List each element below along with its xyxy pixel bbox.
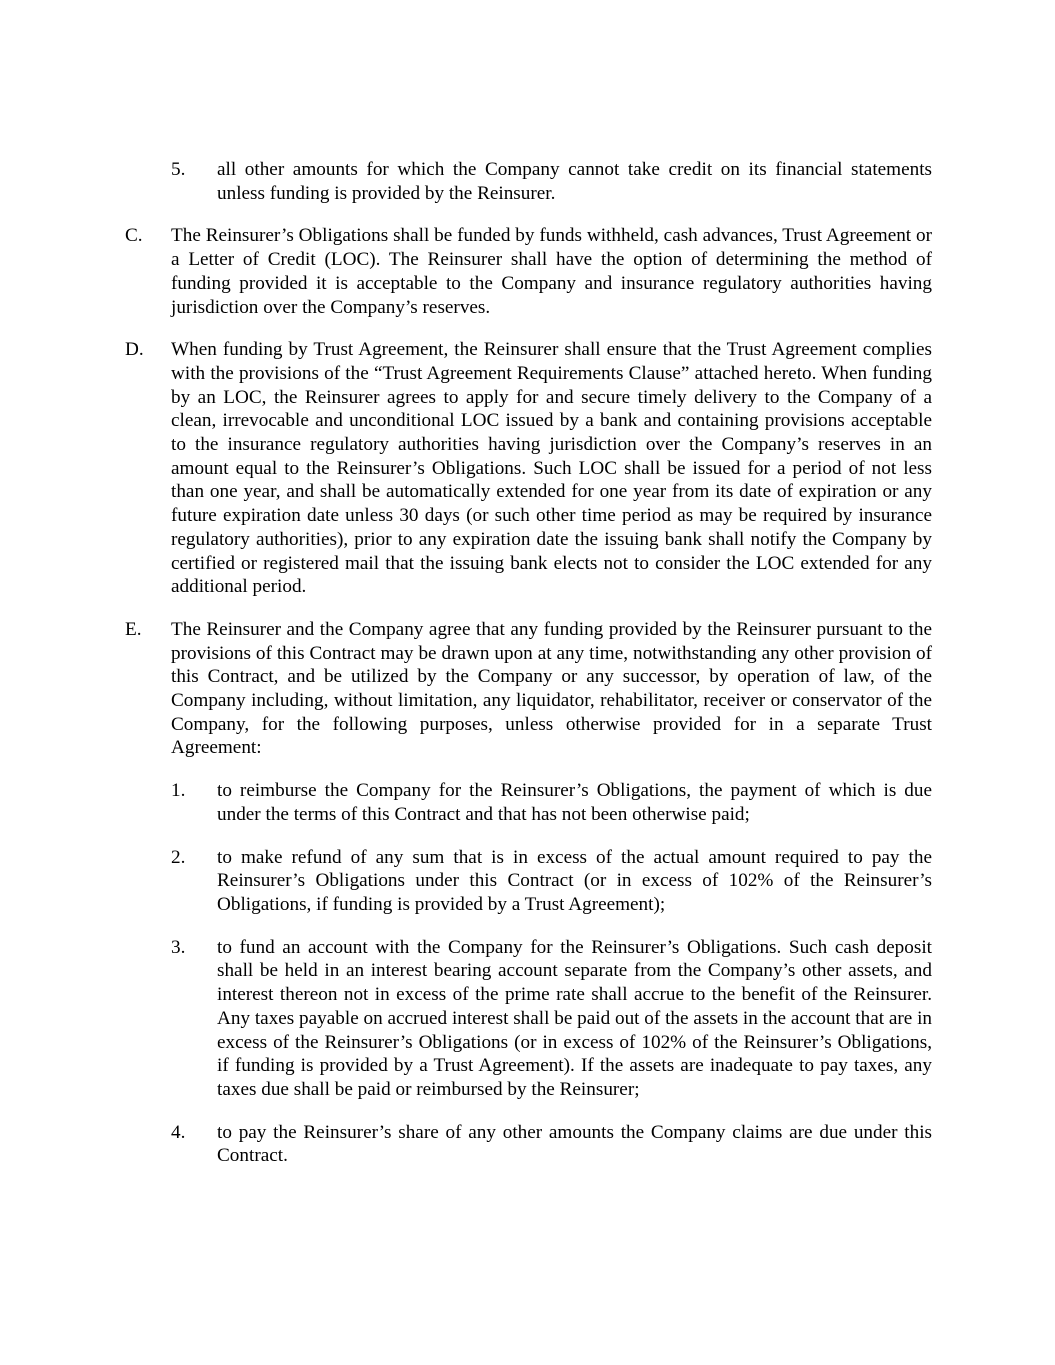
section-text: When funding by Trust Agreement, the Reinsurer shall ensure that the Trust Agreement complies with the provisions of the “Trust Agreement Requirements Clause” attached hereto. When funding by an LOC, the Reinsurer agrees to apply for and secure timely delivery to the Company of a clean, irrevocable and unconditional LOC issued by a bank and containing provisions acceptable to the insurance regulatory authorities having jurisdiction over the Company’s reserves in an amount equal to the Reinsurer’s Obligations. Such LOC shall be issued for a period of not less than one year, and shall be automatically extended for one year from its date of expiration or any future expiration date unless 30 days (or such other time period as may be required by insurance regulatory authorities), prior to any expiration date the issuing bank shall notify the Company by certified or registered mail that the issuing bank elects not to consider the LOC extended for any additional period. <box>171 339 932 598</box>
item-text: to reimburse the Company for the Reinsurer’s Obligations, the payment of which is due under the terms of this Contract and that has not been otherwise paid; <box>217 780 932 825</box>
section-letter: D. <box>125 339 144 361</box>
section-letter: E. <box>125 618 142 640</box>
section-text: The Reinsurer and the Company agree that any funding provided by the Reinsurer pursuant to the provisions of this Contract may be drawn upon at any time, notwithstanding any other provision of this Contract, and be utilized by the Company or any successor, by operation of law, of the Company including, without limitation, any liquidator, rehabilitator, receiver or conservator of the Company, for the following purposes, unless otherwise provided for in a separate Trust Agreement: <box>171 618 932 759</box>
item-text: to fund an account with the Company for the Reinsurer’s Obligations. Such cash deposit shall be held in an interest bearing account separate from the Company’s other assets, and interest thereon not in excess of the prime rate shall accrue to the benefit of the Reinsurer. Any taxes payable on accrued interest shall be paid out of the assets in the account that are in excess of the Reinsurer’s Obligations (or in excess of 102% of the Reinsurer’s Obligations, if funding is provided by a Trust Agreement). If the assets are inadequate to pay taxes, any taxes due shall be paid or reimbursed by the Reinsurer; <box>217 936 933 1100</box>
item-text: to make refund of any sum that is in excess of the actual amount required to pay the Reinsurer’s Obligations under this Contract (or in excess of 102% of the Reinsurer’s Obligations, if funding is provided by a Trust Agreement); <box>217 846 932 915</box>
list-item-1 <box>171 779 932 826</box>
section-text: The Reinsurer’s Obligations shall be funded by funds withheld, cash advances, Trust Agreement or a Letter of Credit (LOC). The Reinsurer shall have the option of determining the method of funding provided it is acceptable to the Company and insurance regulatory authorities having jurisdiction over the Company’s reserves. <box>171 225 932 318</box>
item-number: 3. <box>171 936 186 958</box>
section-c <box>125 224 932 319</box>
item-number: 2. <box>171 846 186 868</box>
section-letter: C. <box>125 225 143 247</box>
section-e <box>125 618 932 760</box>
item-number: 4. <box>171 1121 186 1143</box>
item-text: all other amounts for which the Company cannot take credit on its financial statements unless funding is provided by the Reinsurer. <box>217 159 932 204</box>
list-item-3 <box>171 936 933 1102</box>
item-text: to pay the Reinsurer’s share of any other amounts the Company claims are due under this Contract. <box>217 1121 932 1167</box>
list-item-5 <box>171 158 932 205</box>
document-page <box>0 158 1055 1187</box>
list-item-4 <box>171 1121 932 1168</box>
item-number: 5. <box>171 159 186 180</box>
list-item-2 <box>171 846 932 917</box>
item-number: 1. <box>171 780 186 802</box>
section-d <box>125 338 932 599</box>
